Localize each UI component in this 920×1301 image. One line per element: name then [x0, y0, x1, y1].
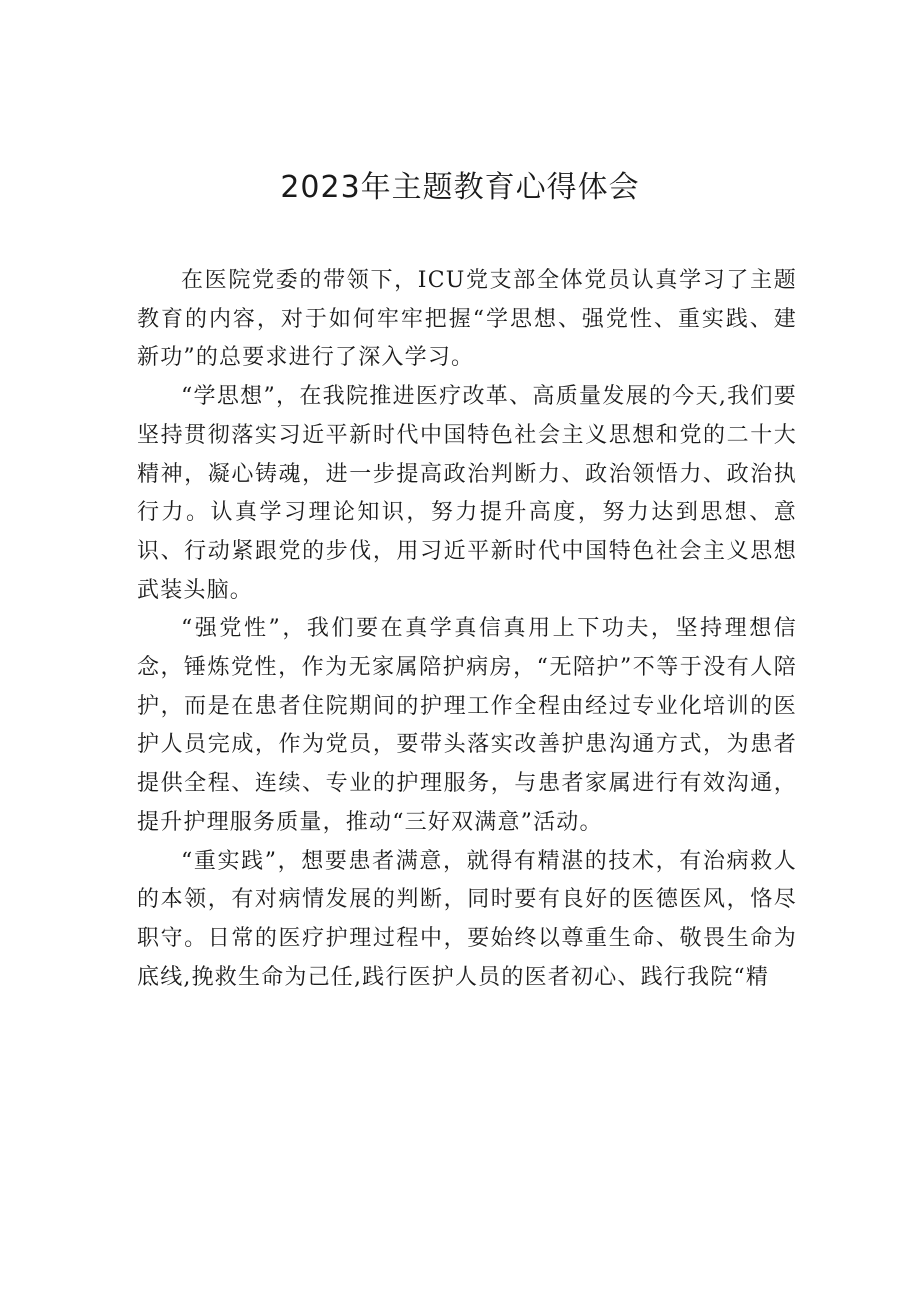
- document-body: [137, 262, 797, 997]
- paragraph-study-thought: “学思想”，在我院推进医疗改革、高质量发展的今天,我们要坚持贯彻落实习近平新时代中国特色社会主义思想和党的二十大精神，凝心铸魂，进一步提高政治判断力、政治领悟力、政治执行力。认真学习理论知识，努力提升高度，努力达到思想、意识、行动紧跟党的步伐，用习近平新时代中国特色社会主义思想武装头脑。: [137, 384, 797, 603]
- paragraph-intro: 在医院党委的带领下，ICU党支部全体党员认真学习了主题教育的内容，对于如何牢牢把握“学思想、强党性、重实践、建新功”的总要求进行了深入学习。: [137, 268, 797, 371]
- paragraph-strengthen-party-spirit: “强党性”，我们要在真学真信真用上下功夫，坚持理想信念，锤炼党性，作为无家属陪护病房，“无陪护”不等于没有人陪护，而是在患者住院期间的护理工作全程由经过专业化培训的医护人员完成，作为党员，要带头落实改善护患沟通方式，为患者提供全程、连续、专业的护理服务，与患者家属进行有效沟通，提升护理服务质量，推动“三好双满意”活动。: [137, 616, 797, 835]
- paragraph-emphasize-practice: “重实践”，想要患者满意，就得有精湛的技术，有治病救人的本领，有对病情发展的判断，同时要有良好的医德医风，恪尽职守。日常的医疗护理过程中，要始终以尊重生命、敬畏生命为底线,挽救生命为己任,践行医护人员的医者初心、践行我院“精: [137, 848, 797, 990]
- document-title: 2023年主题教育心得体会: [280, 170, 640, 205]
